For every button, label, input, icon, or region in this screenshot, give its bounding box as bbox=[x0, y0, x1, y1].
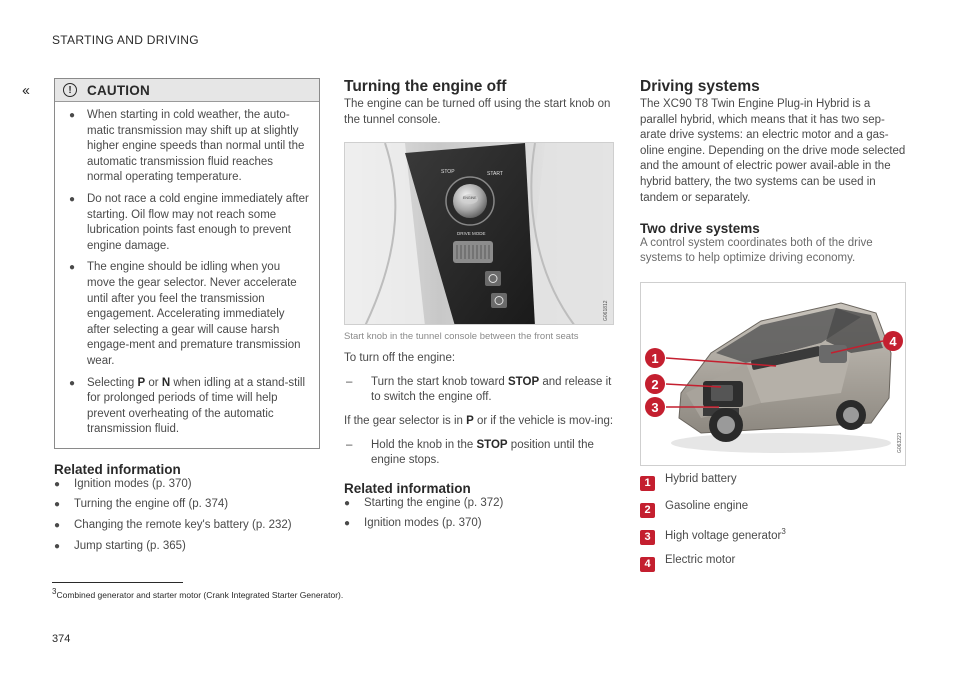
related-link[interactable]: ● Turning the engine off (p. 374) bbox=[54, 497, 320, 513]
callout-1: 1 bbox=[651, 350, 659, 366]
caution-header bbox=[55, 79, 319, 102]
number-badge: 2 bbox=[640, 503, 655, 518]
hybrid-car-diagram bbox=[640, 282, 906, 466]
related-info-middle bbox=[344, 481, 614, 532]
photo-label-stop: STOP bbox=[441, 169, 455, 176]
related-link[interactable]: ● Jump starting (p. 365) bbox=[54, 539, 320, 555]
photo-label-drive-mode: DRIVE MODE bbox=[457, 231, 486, 237]
caution-item: ● Selecting P or N when idling at a stand-still for prolonged periods of time will help prevent overheating of the automatic transmission fluid. bbox=[69, 376, 309, 438]
start-knob-photo bbox=[344, 142, 614, 325]
bullet-icon: ● bbox=[69, 193, 76, 205]
number-badge: 4 bbox=[640, 557, 655, 572]
legend-item: 3 High voltage generator$^3$ bbox=[640, 527, 910, 547]
bullet-icon: ● bbox=[69, 377, 76, 389]
callout-2: 2 bbox=[651, 376, 659, 392]
column-middle bbox=[344, 78, 614, 537]
callout-4: 4 bbox=[889, 333, 897, 349]
section-title-turning-off: Turning the engine off bbox=[344, 78, 507, 95]
caution-item: ● The engine should be idling when you move the gear selector. Never accelerate until after you feel the transmission engagement. Accelerating immediately after selecting a gear will cause harsh engage-ment and premature transmission wear. bbox=[69, 260, 309, 369]
number-badge: 3 bbox=[640, 530, 655, 545]
bullet-icon: ● bbox=[54, 520, 61, 532]
photo-caption: Start knob in the tunnel console between the front seats bbox=[344, 331, 579, 343]
bullet-icon: ● bbox=[344, 497, 351, 509]
warning-icon: ! bbox=[63, 83, 77, 97]
caution-body bbox=[55, 102, 319, 448]
bullet-icon: ● bbox=[69, 110, 76, 121]
footnote-divider bbox=[52, 582, 183, 583]
image-code: G063221 bbox=[897, 431, 903, 453]
caution-item: ● When starting in cold weather, the auto-matic transmission may shift up at slightly higher engine speeds than normal until the automatic transmission fluid reaches normal operating temperature. bbox=[69, 108, 309, 186]
related-link[interactable]: ● Starting the engine (p. 372) bbox=[344, 496, 614, 512]
bullet-icon: ● bbox=[69, 262, 76, 274]
bullet-icon: ● bbox=[344, 518, 351, 530]
back-chevrons-icon[interactable]: ‹‹ bbox=[22, 82, 28, 99]
related-link[interactable]: ● Ignition modes (p. 370) bbox=[54, 477, 320, 493]
subsection-text: A control system coordinates both of the drive systems to help optimize driving economy. bbox=[640, 237, 873, 265]
footnote-ref[interactable]: 3 bbox=[781, 526, 786, 536]
driving-intro: The XC90 T8 Twin Engine Plug-in Hybrid is a parallel hybrid, which means that it has two sep-arate drive systems: an electric motor and a gas-oline engine. Depending on the drive mode selected and the amount of electric power avail-able in the hybrid battery, the two systems can be used in tandem or separately. bbox=[640, 98, 906, 204]
legend-item: 4 Electric motor bbox=[640, 554, 910, 574]
related-title: Related information bbox=[344, 480, 471, 496]
column-right bbox=[640, 78, 910, 574]
related-link[interactable]: ● Changing the remote key's battery (p. 232) bbox=[54, 518, 320, 534]
condition-text: If the gear selector is in P or if the vehicle is mov-ing: bbox=[344, 414, 614, 427]
section-title-driving-systems: Driving systems bbox=[640, 78, 760, 95]
footnote: $^3$Combined generator and starter motor (Crank Integrated Starter Generator). bbox=[52, 587, 344, 600]
column-left bbox=[54, 78, 320, 559]
photo-code: G061812 bbox=[603, 300, 609, 322]
bullet-icon: ● bbox=[54, 478, 61, 490]
caution-title: CAUTION bbox=[87, 82, 150, 98]
step-2: – Hold the knob in the STOP position until the engine stops. bbox=[346, 438, 594, 467]
caution-box bbox=[54, 78, 320, 449]
related-title: Related information bbox=[54, 461, 181, 477]
bullet-icon: ● bbox=[54, 540, 61, 552]
page-header: STARTING AND DRIVING bbox=[52, 33, 199, 47]
subsection-title: Two drive systems bbox=[640, 221, 760, 237]
page-number: 374 bbox=[52, 633, 71, 645]
photo-label-knob: ENGINE bbox=[463, 196, 477, 201]
legend-item: 1 Hybrid battery bbox=[640, 473, 910, 493]
legend-list bbox=[640, 473, 910, 574]
related-info-left bbox=[54, 462, 320, 554]
intro-text: The engine can be turned off using the start knob on the tunnel console. bbox=[344, 98, 611, 126]
step-intro: To turn off the engine: bbox=[344, 352, 456, 365]
callout-3: 3 bbox=[651, 399, 659, 415]
number-badge: 1 bbox=[640, 476, 655, 491]
bullet-icon: ● bbox=[54, 499, 61, 511]
photo-label-start: START bbox=[487, 171, 503, 178]
step-1: – Turn the start knob toward STOP and release it to switch the engine off. bbox=[346, 375, 612, 404]
related-link[interactable]: ● Ignition modes (p. 370) bbox=[344, 516, 614, 532]
caution-item: ● Do not race a cold engine immediately after starting. Oil flow may not reach some lubrication points fast enough to prevent engine damage. bbox=[69, 192, 309, 254]
legend-item: 2 Gasoline engine bbox=[640, 500, 910, 520]
